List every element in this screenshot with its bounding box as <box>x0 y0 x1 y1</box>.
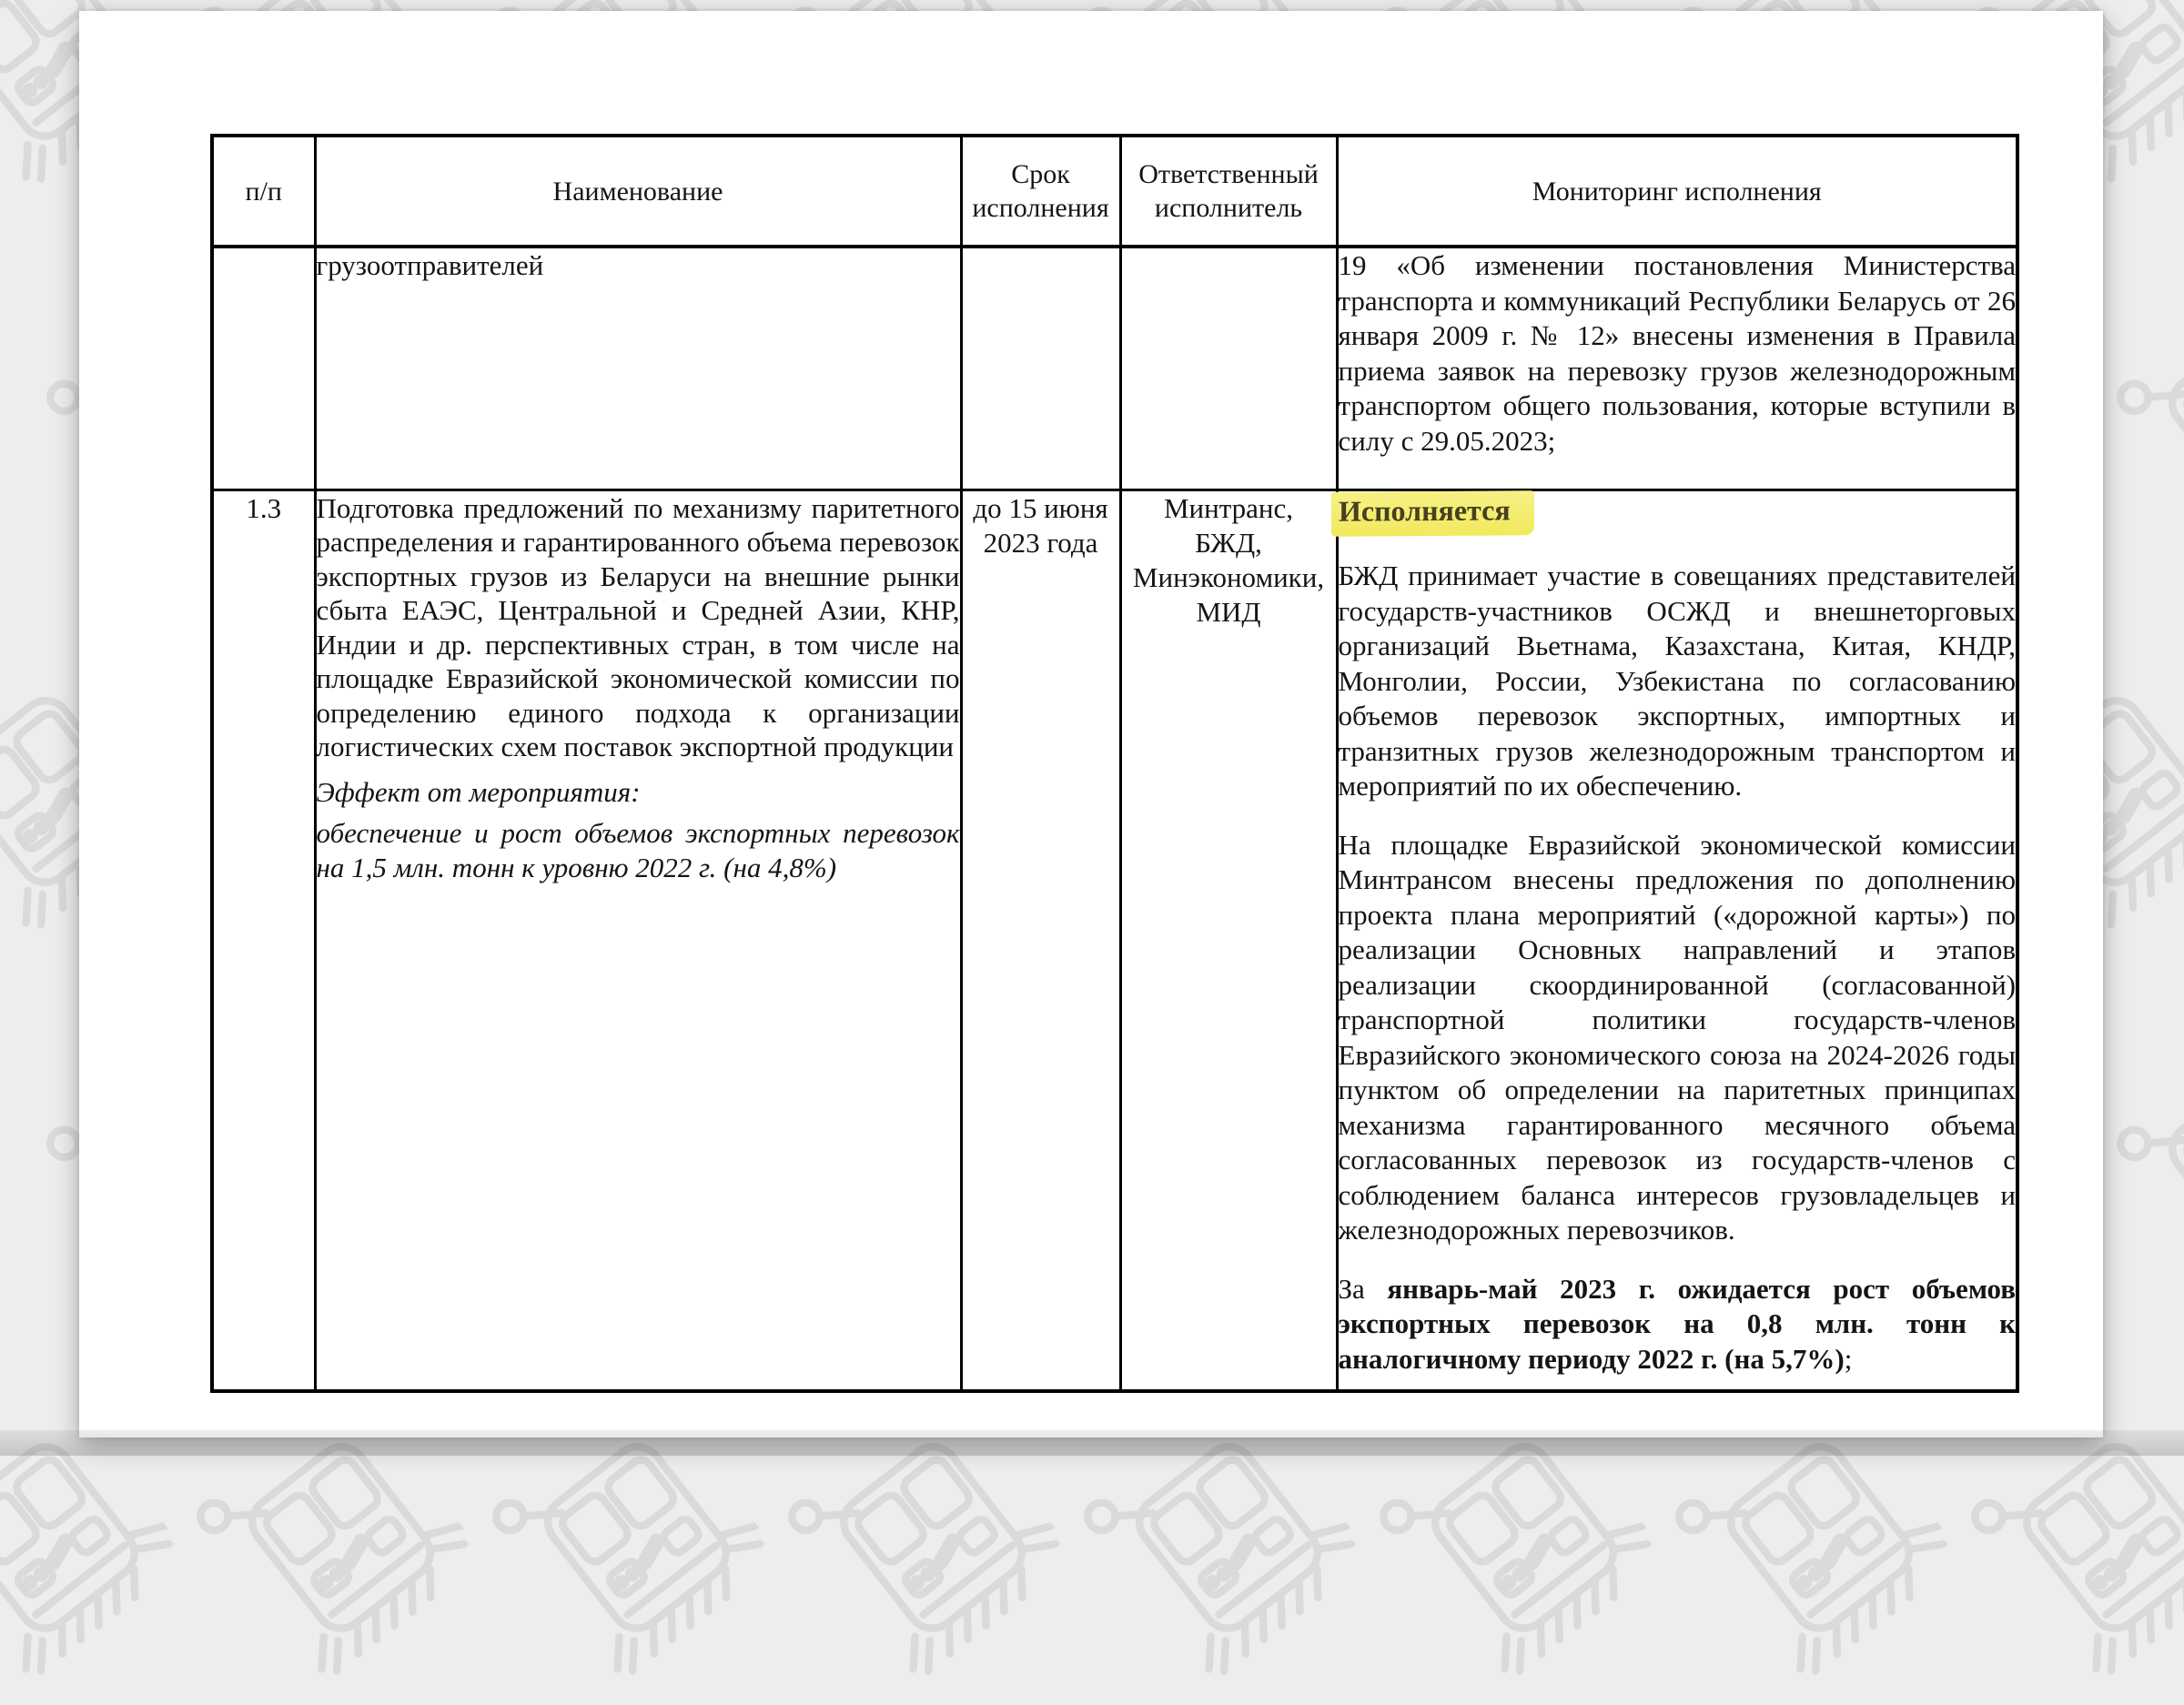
bold-para-suffix: ; <box>1844 1342 1853 1375</box>
status-line <box>1339 491 2017 536</box>
monitoring-paragraph-bold <box>1339 1272 2017 1377</box>
document-page <box>79 11 2103 1438</box>
bold-para-prefix: За <box>1338 1272 1388 1305</box>
executor-line: Минтранс, <box>1163 491 1294 524</box>
deadline-line: 2023 года <box>983 526 1098 559</box>
item-number: 1.3 <box>246 491 282 524</box>
effect-label: Эффект от мероприятия: <box>316 775 641 808</box>
table-row-continuation <box>212 247 2017 489</box>
executor-line: МИД <box>1196 595 1261 628</box>
train-sketch-icon <box>2099 260 2184 585</box>
header-row <box>212 136 2017 247</box>
cell-executor <box>1120 489 1337 1391</box>
column-header-monitoring: Мониторинг исполнения <box>1337 136 2017 247</box>
cell-num <box>212 247 315 489</box>
cell-deadline <box>961 489 1120 1391</box>
effect-text: обеспечение и рост объемов экспортных перевозок на 1,5 млн. тонн к уровню 2022 г. (на 4,8%) <box>316 817 960 883</box>
deadline-line: до 15 июня <box>973 491 1108 524</box>
column-header-deadline: Срок исполнения <box>961 136 1120 247</box>
cell-name <box>315 489 961 1391</box>
train-sketch-icon <box>2099 1006 2184 1331</box>
monitoring-table <box>210 134 2019 1393</box>
column-header-name: Наименование <box>315 136 961 247</box>
cell-deadline <box>961 247 1120 489</box>
monitoring-paragraph: 19 «Об изменении постановления Министерства транспорта и коммуникаций Республики Беларусь от 26 января 2009 г. № 12» внесены изменения в Правила приема заявок на перевозку грузов железнодорожным транспортом общего пользования, которые вступили в силу с 29.05.2023; <box>1338 249 2016 457</box>
monitoring-paragraph: На площадке Евразийской экономической комиссии Минтрансом внесены предложения по дополнению проекта плана мероприятий («дорожной карты») по реализации Основных направлений и этапов реализации скоординированной (согласованной) транспортной политики государств-членов Евразийского экономического союза на 2024-2026 годы пунктом об определении на паритетных принципах механизма гарантированного месячного объема согласованных перевозок из государств-членов с соблюдением баланса интересов грузовладельцев и железнодорожных перевозчиков. <box>1338 828 2016 1246</box>
cell-monitoring <box>1337 489 2017 1391</box>
name-text: Подготовка предложений по механизму паритетного распределения и гарантированного объема перевозок экспортных грузов из Беларуси на внешние рынки сбыта ЕАЭС, Центральной и Средней Азии, КНР, Индии и др. перспективных стран, в том числе на площадке Евразийской экономической комиссии по определению единого подхода к организации логистических схем поставок экспортной продукции <box>316 491 960 762</box>
table-row-1-3 <box>212 489 2017 1391</box>
column-header-num: п/п <box>212 136 315 247</box>
cell-monitoring <box>1337 247 2017 489</box>
name-text: грузоотправителей <box>316 249 544 281</box>
cell-name <box>315 247 961 489</box>
bold-para-emphasis: январь-май 2023 г. ожидается рост объемов экспортных перевозок на 0,8 млн. тонн к аналогичному периоду 2022 г. (на 5,7%) <box>1338 1272 2016 1375</box>
executor-line: БЖД, <box>1195 526 1262 559</box>
status-badge: Исполняется <box>1331 490 1534 536</box>
cell-executor <box>1120 247 1337 489</box>
column-header-executor: Ответственный исполнитель <box>1120 136 1337 247</box>
executor-line: Минэкономики, <box>1132 560 1325 593</box>
cell-num <box>212 489 315 1391</box>
monitoring-paragraph: БЖД принимает участие в совещаниях представителей государств-участников ОСЖД и внешнеторговых организаций Вьетнама, Казахстана, Китая, КНДР, Монголии, России, Узбекистана по согласованию объемов перевозок экспортных, импортных и транзитных грузов железнодорожным транспортом и мероприятий по их обеспечению. <box>1338 560 2016 802</box>
